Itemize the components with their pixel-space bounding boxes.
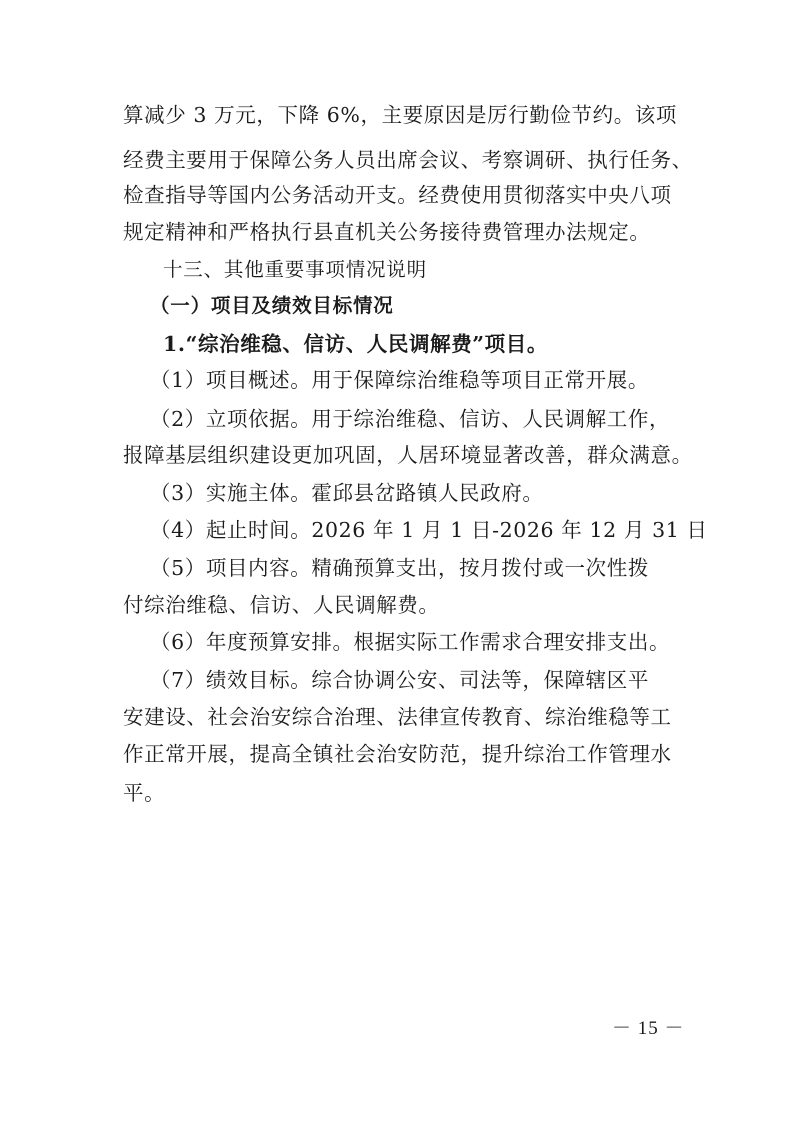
section-heading: 十三、其他重要事项情况说明: [163, 258, 427, 281]
item-line: （2）立项依据。用于综治维稳、信访、人民调解工作，: [150, 407, 671, 431]
item-line: （7）绩效目标。综合协调公安、司法等，保障辖区平: [150, 668, 649, 692]
subsection-heading: （一）项目及绩效目标情况: [150, 294, 394, 317]
item-line: （5）项目内容。精确预算支出，按月拨付或一次性拨: [150, 556, 649, 580]
item-line: 作正常开展，提高全镇社会治安防范，提升综治工作管理水: [123, 742, 672, 766]
project-title: 1.“综治维稳、信访、人民调解费”项目。: [163, 332, 548, 356]
item-line: 报障基层组织建设更加巩固，人居环境显著改善，群众满意。: [123, 443, 693, 467]
paragraph-line: 检查指导等国内公务活动开支。经费使用贯彻落实中央八项: [123, 183, 672, 207]
page-number: － 15 －: [612, 1018, 685, 1039]
paragraph-line: 规定精神和严格执行县直机关公务接待费管理办法规定。: [123, 220, 651, 244]
item-line: （4）起止时间。2026 年 1 月 1 日-2026 年 12 月 31 日: [150, 518, 708, 542]
item-line: 付综治维稳、信访、人民调解费。: [123, 593, 440, 617]
paragraph-line: 经费主要用于保障公务人员出席会议、考察调研、执行任务、: [123, 148, 693, 172]
paragraph-line: 算减少 3 万元，下降 6%，主要原因是厉行勤俭节约。该项: [123, 103, 678, 127]
item-line: （6）年度预算安排。根据实际工作需求合理安排支出。: [150, 630, 671, 654]
item-line: 平。: [123, 781, 166, 805]
item-line: 安建设、社会治安综合治理、法律宣传教育、综治维稳等工: [123, 705, 672, 729]
item-line: （1）项目概述。用于保障综治维稳等项目正常开展。: [150, 368, 649, 392]
item-line: （3）实施主体。霍邱县岔路镇人民政府。: [150, 481, 544, 505]
